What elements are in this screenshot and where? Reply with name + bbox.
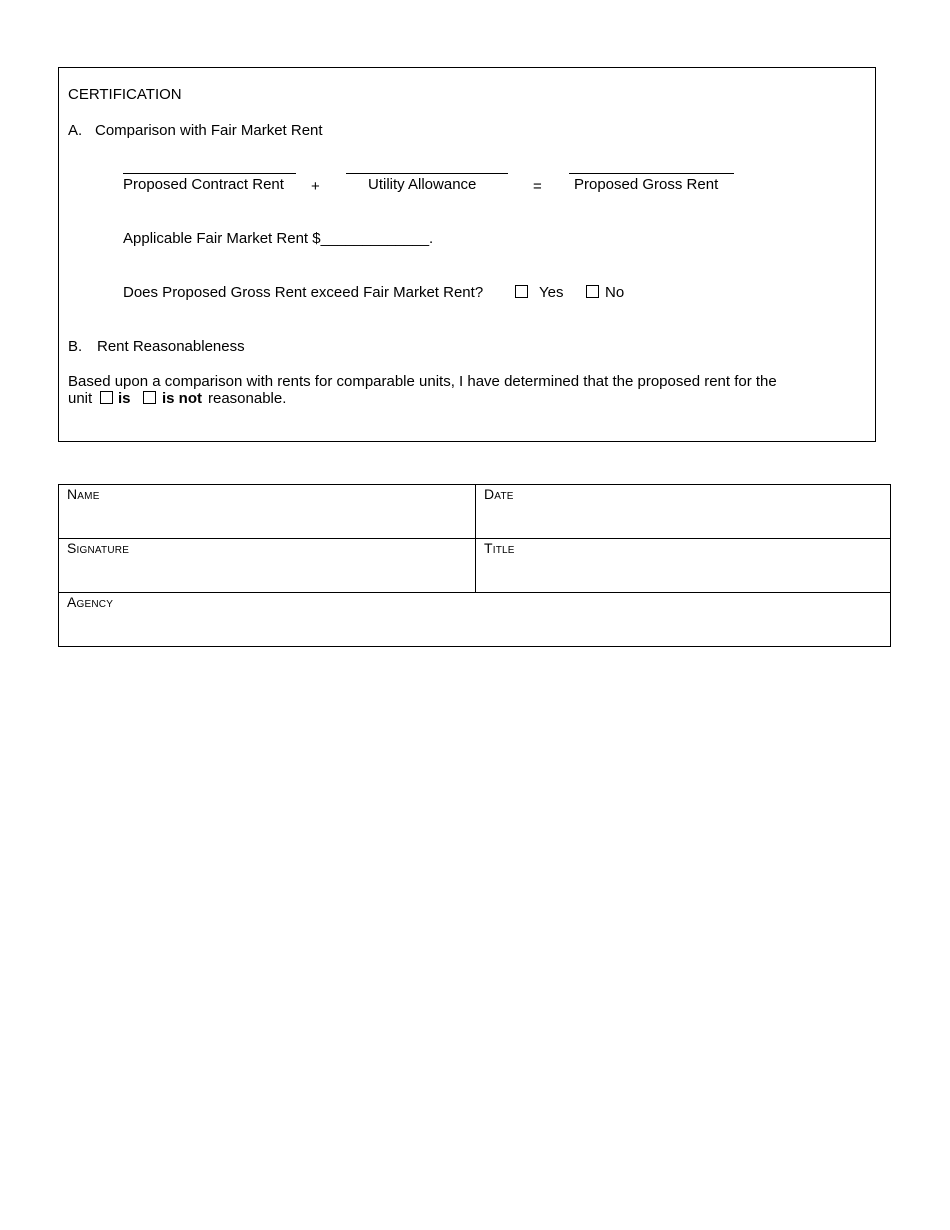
utility-allowance-label: Utility Allowance	[368, 176, 477, 193]
contract-rent-label: Proposed Contract Rent	[123, 176, 284, 193]
exceed-no-label: No	[605, 284, 625, 301]
exceed-no-checkbox[interactable]	[586, 285, 599, 298]
gross-rent-label: Proposed Gross Rent	[574, 176, 719, 193]
agency-cell[interactable]	[58, 592, 891, 647]
name-label: Name	[67, 486, 100, 502]
signature-cell[interactable]	[58, 538, 476, 593]
title-label: Title	[484, 540, 515, 556]
section-a-marker: A.	[68, 122, 83, 139]
signature-table	[58, 484, 891, 647]
name-cell[interactable]	[58, 484, 476, 539]
fair-market-rent-field[interactable]: Applicable Fair Market Rent $_____________.	[123, 230, 434, 247]
exceed-yes-label: Yes	[539, 284, 564, 301]
certification-box	[58, 67, 876, 442]
gross-rent-blank[interactable]	[569, 173, 734, 174]
title-cell[interactable]	[475, 538, 891, 593]
section-b-title: Rent Reasonableness	[97, 338, 245, 355]
utility-allowance-blank[interactable]	[346, 173, 508, 174]
contract-rent-blank[interactable]	[123, 173, 296, 174]
rent-is-reasonable-checkbox[interactable]	[100, 391, 113, 404]
exceed-question: Does Proposed Gross Rent exceed Fair Market Rent?	[123, 284, 484, 301]
section-a-title: Comparison with Fair Market Rent	[95, 122, 323, 139]
signature-label: Signature	[67, 540, 130, 556]
is-label: is	[118, 390, 131, 407]
is-not-label: is not	[162, 390, 202, 407]
reasonableness-statement-line1: Based upon a comparison with rents for comparable units, I have determined that the proposed rent for the	[68, 373, 777, 390]
rent-is-not-reasonable-checkbox[interactable]	[143, 391, 156, 404]
reasonableness-unit-text: unit	[68, 390, 93, 407]
equals-sign: =	[533, 178, 542, 195]
reasonable-label: reasonable.	[208, 390, 287, 407]
agency-label: Agency	[67, 594, 114, 610]
date-cell[interactable]	[475, 484, 891, 539]
section-b-marker: B.	[68, 338, 83, 355]
plus-sign: +	[311, 178, 320, 195]
date-label: Date	[484, 486, 514, 502]
exceed-yes-checkbox[interactable]	[515, 285, 528, 298]
certification-heading: CERTIFICATION	[68, 86, 182, 103]
